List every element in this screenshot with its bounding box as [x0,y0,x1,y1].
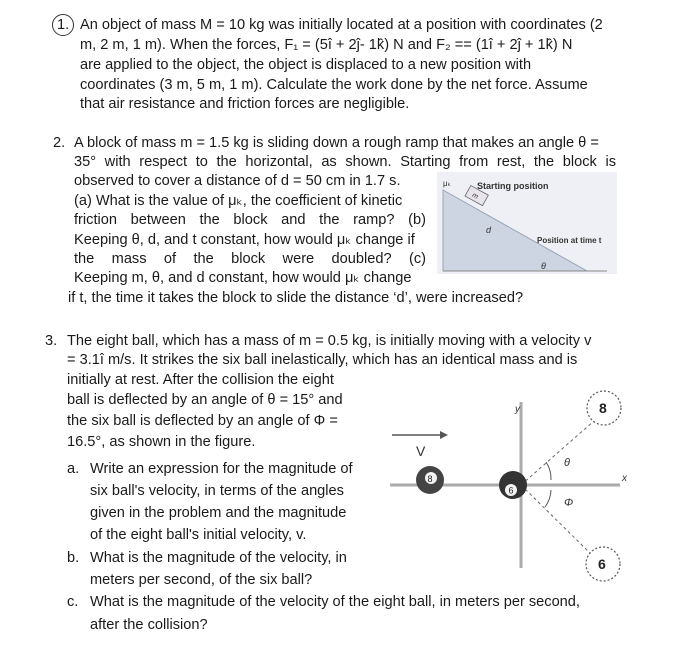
six-ball-initial-label: 6 [508,485,514,496]
problem-2-line: the mass of the block were doubled? (c) [74,251,426,267]
problem-3-part-a-line: six ball's velocity, in terms of the angles [90,483,344,499]
problem-3-part-c-label: c. [67,594,79,610]
problem-3-line: the six ball is deflected by an angle of Φ = [67,413,338,429]
ramp-end-label: Position at time t [537,236,602,245]
ramp-figure [437,172,617,274]
problem-3-part-a-line: Write an expression for the magnitude of [90,461,353,477]
problem-3-line: initially at rest. After the collision the eight [67,372,334,388]
problem-1-number: 1. [57,17,70,33]
eight-ball-initial-label: 8 [427,474,433,484]
problem-3-part-a-label: a. [67,461,80,477]
problem-2-line: friction between the block and the ramp? (b) [74,212,426,228]
problem-2-line: (a) What is the value of μₖ, the coefficient of kinetic [74,193,403,209]
problem-3-part-a-line: given in the problem and the magnitude [90,505,347,521]
problem-1-line: An object of mass M = 10 kg was initially located at a position with coordinates (2 [80,17,603,33]
x-axis-label: x [622,473,627,484]
problem-2-line: A block of mass m = 1.5 kg is sliding down a rough ramp that makes an angle θ = [74,135,599,151]
problem-3-part-b-label: b. [67,550,80,566]
problem-3-line: = 3.1î m/s. It strikes the six ball inelastically, which has an identical mass and is [67,352,578,368]
problem-2-line: Keeping m, θ, and d constant, how would μₖ change [74,270,412,286]
eight-ball-path [521,420,595,485]
theta-label: θ [564,457,570,469]
six-ball-path [521,485,595,558]
ramp-start-label: Starting position [477,181,549,191]
eight-ball-final-label: 8 [599,400,607,416]
six-ball-final-label: 6 [598,556,606,572]
theta-arc [546,462,551,480]
velocity-label: V [416,443,426,459]
y-axis-label: y [515,404,520,415]
problem-2-line: observed to cover a distance of d = 50 cm in 1.7 s. [74,173,401,189]
problem-3-number: 3. [45,333,58,349]
collision-figure [380,380,640,590]
problem-1-line: that air resistance and friction forces are negligible. [80,96,410,112]
velocity-arrowhead [440,431,448,439]
problem-3-part-b-line: meters per second, of the six ball? [90,572,313,588]
problem-3-line: 16.5°, as shown in the figure. [67,434,256,450]
problem-3-line: ball is deflected by an angle of θ = 15° and [67,392,343,408]
ramp-distance-label: d [486,225,492,235]
problem-3-part-c-line: after the collision? [90,617,208,633]
problem-1-line: m, 2 m, 1 m). When the forces, F₁ = (5î + 2ĵ- 1k̂) N and F₂ == (1î + 2ĵ + 1k̂) N [80,37,573,53]
problem-2-line: Keeping θ, d, and t constant, how would μₖ change if [74,232,415,248]
phi-arc [545,490,551,507]
problem-3-part-b-line: What is the magnitude of the velocity, in [90,550,347,566]
problem-1-line: coordinates (3 m, 5 m, 1 m). Calculate the work done by the net force. Assume [80,77,588,93]
phi-label: Φ [564,497,574,509]
problem-2-line: 35° with respect to the horizontal, as shown. Starting from rest, the block is [74,154,616,170]
ramp-angle-label: θ [541,261,546,271]
ramp-mu-label: μₖ [443,179,452,188]
problem-2-line: if t, the time it takes the block to slide the distance ‘d’, were increased? [68,290,524,306]
problem-1-line: are applied to the object, the object is displaced to a new position with [80,57,532,73]
problem-3-part-a-line: of the eight ball's initial velocity, v. [90,527,307,543]
problem-3-line: The eight ball, which has a mass of m = 0.5 kg, is initially moving with a velocity v [67,333,592,349]
problem-3-part-c-line: What is the magnitude of the velocity of the eight ball, in meters per second, [90,594,580,610]
problem-2-number: 2. [53,135,66,151]
ramp-block-label: m [470,191,480,201]
